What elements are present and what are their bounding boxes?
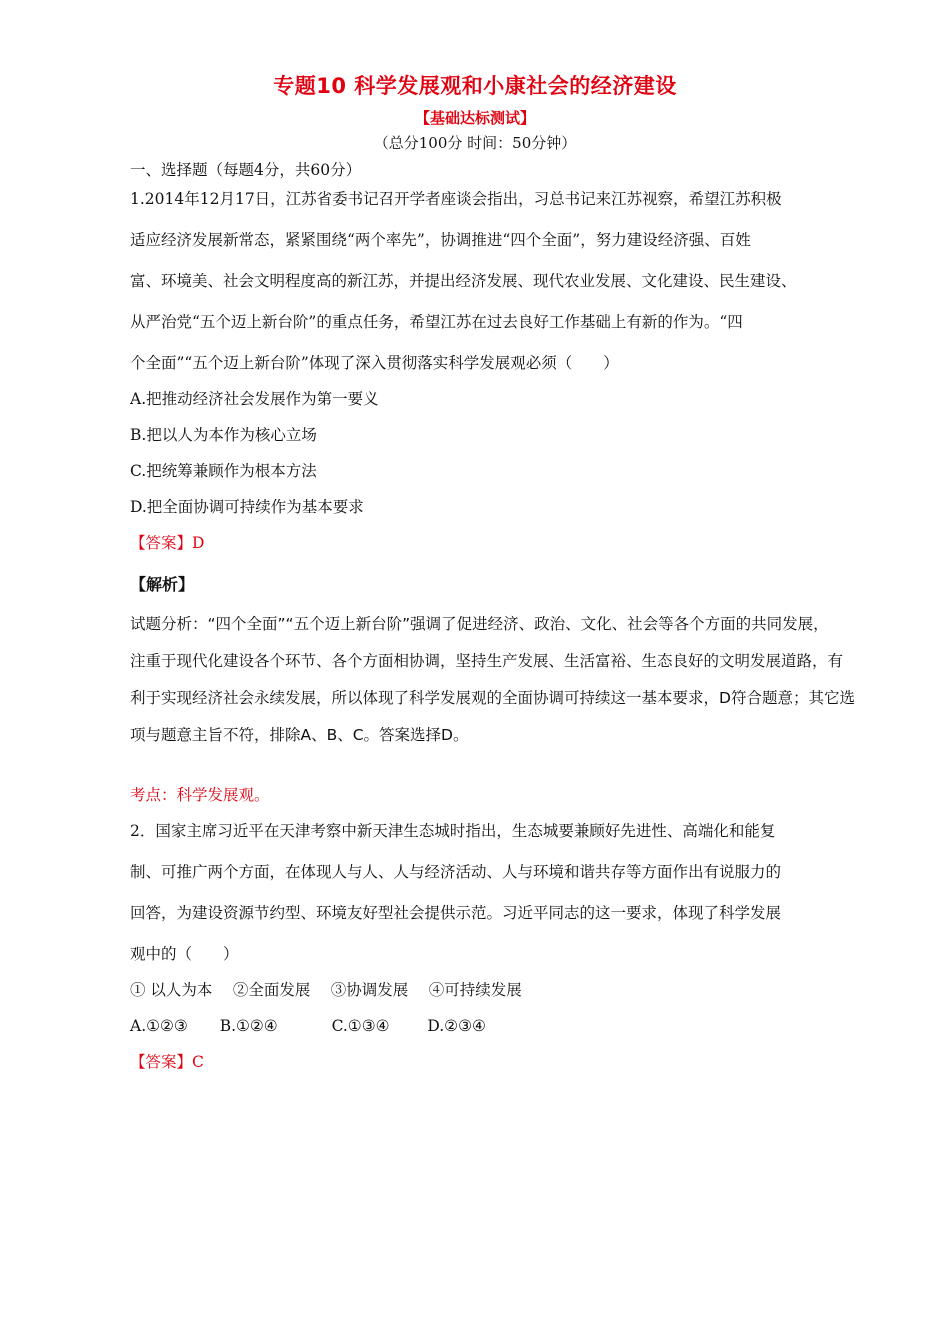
q2-option-c: C.①③④: [331, 1017, 390, 1035]
q2-items: ① 以人为本 ②全面发展 ③协调发展 ④可持续发展: [130, 981, 522, 999]
q1-stem-line-4: 从严治党“五个迈上新台阶”的重点任务，希望江苏在过去良好工作基础上有新的作为。“四: [130, 313, 743, 331]
q1-stem-line-5: 个全面”“五个迈上新台阶”体现了深入贯彻落实科学发展观必须（ ）: [130, 354, 619, 372]
q1-option-a: A.把推动经济社会发展作为第一要义: [130, 390, 379, 408]
q1-stem-line-2: 适应经济发展新常态，紧紧围绕“两个率先”，协调推进“四个全面”，努力建设经济强、百姓: [130, 231, 751, 249]
q2-option-b: B.①②④: [219, 1017, 278, 1035]
section-heading: 一、选择题（每题4分，共60分）: [130, 161, 362, 179]
document-subtitle: 【基础达标测试】: [414, 109, 535, 127]
q1-answer: [130, 533, 204, 553]
document-title: 专题10 科学发展观和小康社会的经济建设: [273, 74, 677, 98]
q1-answer-label: 【答案】: [130, 534, 193, 552]
q1-option-c: C.把统筹兼顾作为根本方法: [130, 462, 317, 480]
q2-answer-value: C: [192, 1053, 204, 1071]
q2-options: [130, 1016, 486, 1036]
q2-stem-line-3: 回答，为建设资源节约型、环境友好型社会提供示范。习近平同志的这一要求，体现了科学发展: [130, 904, 782, 922]
q1-kaodian: 考点：科学发展观。: [130, 786, 270, 804]
q2-stem-line-2: 制、可推广两个方面，在体现人与人、人与经济活动、人与环境和谐共存等方面作出有说服力的: [130, 863, 782, 881]
q2-option-d: D.②③④: [427, 1017, 486, 1035]
q1-analysis-line-4: 项与题意主旨不符，排除A、B、C。答案选择D。: [130, 726, 469, 744]
q1-stem-line-1: 1.2014年12月17日，江苏省委书记召开学者座谈会指出，习总书记来江苏视察，希望江苏积极: [130, 190, 782, 208]
q1-option-d: D.把全面协调可持续作为基本要求: [130, 498, 364, 516]
q1-analysis-line-1: 试题分析：“四个全面”“五个迈上新台阶”强调了促进经济、政治、文化、社会等各个方面的共同发展，: [130, 615, 829, 633]
q1-answer-value: D: [192, 534, 205, 552]
q2-answer: [130, 1052, 204, 1072]
q1-analysis-line-3: 利于实现经济社会永续发展，所以体现了科学发展观的全面协调可持续这一基本要求，D符合题意；其它选: [130, 689, 855, 707]
q1-stem-line-3: 富、环境美、社会文明程度高的新江苏，并提出经济发展、现代农业发展、文化建设、民生建设、: [130, 272, 797, 290]
q2-option-a: A.①②③: [130, 1017, 188, 1035]
exam-meta: （总分100分 时间：50分钟）: [373, 134, 577, 152]
q2-answer-label: 【答案】: [130, 1053, 193, 1071]
q2-stem-line-1: 2．国家主席习近平在天津考察中新天津生态城时指出，生态城要兼顾好先进性、高端化和能复: [130, 822, 776, 840]
q2-stem-line-4: 观中的（ ）: [130, 945, 239, 963]
q1-analysis-label: 【解析】: [130, 575, 195, 594]
q1-analysis-line-2: 注重于现代化建设各个环节、各个方面相协调，坚持生产发展、生活富裕、生态良好的文明发展道路，有: [130, 652, 844, 670]
q1-option-b: B.把以人为本作为核心立场: [130, 426, 317, 444]
